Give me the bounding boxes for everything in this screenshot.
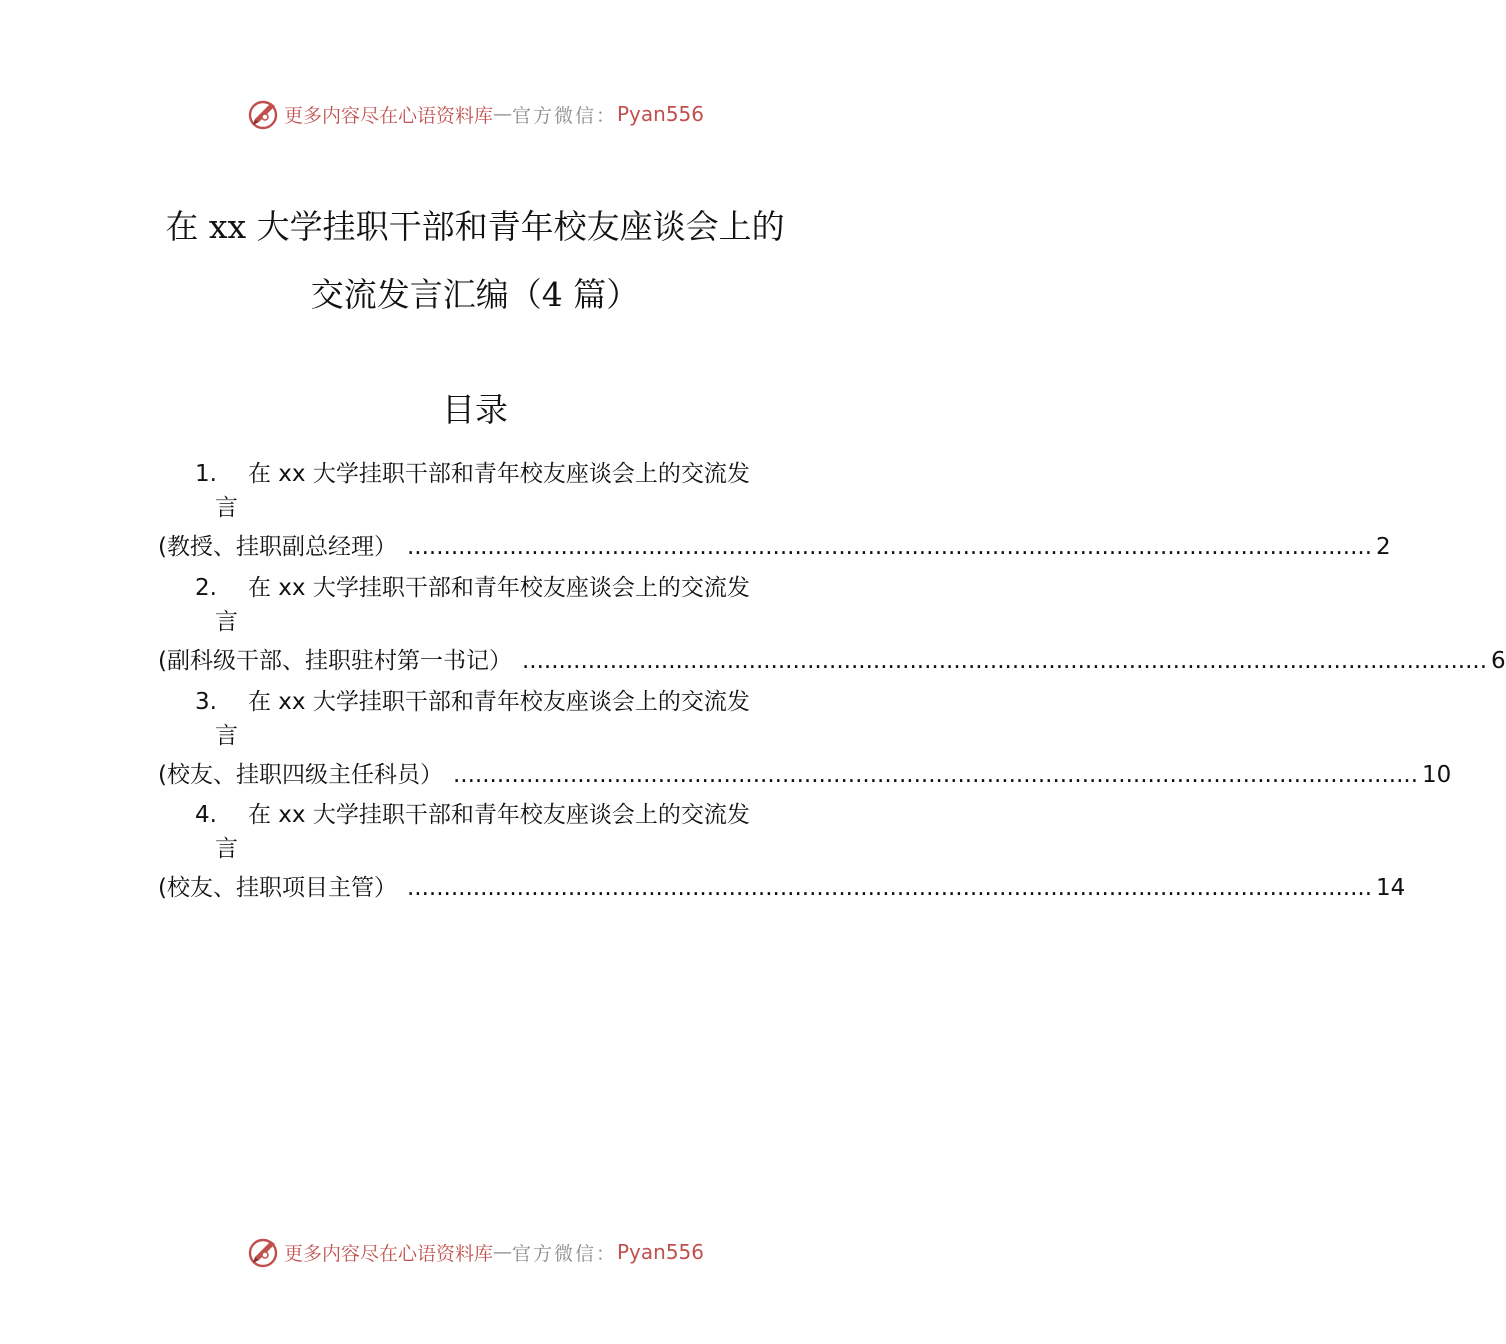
document-title-line-1: 在 xx 大学挂职干部和青年校友座谈会上的 (165, 207, 785, 246)
toc-entry-page: 10 (1422, 762, 1452, 788)
watermark-wechat-id: Pyan556 (617, 102, 705, 126)
watermark-wechat-id: Pyan556 (617, 1240, 705, 1264)
toc-dot-leader: .................................................................................................................................... (452, 762, 1419, 788)
toc-dot-leader: .................................................................................................................................... (521, 648, 1488, 674)
toc-entry-subtitle-row (158, 758, 1452, 792)
toc-entry-title: 在 xx 大学挂职干部和青年校友座谈会上的交流发 (248, 689, 750, 715)
footer-watermark (0, 1232, 950, 1272)
toc-entry-number: 1. (195, 461, 217, 487)
watermark-wechat-label: 官方微信： (511, 1242, 617, 1265)
toc-entry-title-continued: 言 (215, 836, 238, 862)
toc-entry-number: 2. (195, 575, 217, 601)
watermark-text: 更多内容尽在心语资料库 (283, 104, 493, 127)
pen-logo-icon (246, 97, 280, 131)
toc-dot-leader: .................................................................................................................................... (406, 875, 1373, 901)
pen-logo-icon (246, 1235, 280, 1269)
toc-entry-title-continued: 言 (215, 495, 238, 521)
toc-entry-page: 6 (1491, 648, 1506, 674)
toc-entry-title: 在 xx 大学挂职干部和青年校友座谈会上的交流发 (248, 575, 750, 601)
toc-entry-title: 在 xx 大学挂职干部和青年校友座谈会上的交流发 (248, 802, 750, 828)
toc-entry-number: 3. (195, 689, 217, 715)
toc-entry-subtitle-row (158, 871, 1406, 905)
watermark-separator: — (492, 103, 512, 125)
watermark-wechat-label: 官方微信： (511, 104, 617, 127)
watermark-text: 更多内容尽在心语资料库 (283, 1242, 493, 1265)
toc-heading: 目录 (442, 390, 508, 429)
toc-entry-subtitle-row (158, 530, 1391, 564)
watermark-separator: — (492, 1241, 512, 1263)
toc-entry-page: 2 (1376, 534, 1391, 560)
document-title-line-2: 交流发言汇编（4 篇） (310, 275, 640, 314)
toc-entry-number: 4. (195, 802, 217, 828)
toc-entry-title: 在 xx 大学挂职干部和青年校友座谈会上的交流发 (248, 461, 750, 487)
toc-entry-subtitle: (副科级干部、挂职驻村第一书记） (158, 648, 512, 674)
toc-entry-title-continued: 言 (215, 723, 238, 749)
toc-entry-subtitle-row (158, 644, 1506, 678)
toc-entry-page: 14 (1376, 875, 1406, 901)
toc-entry-subtitle: (校友、挂职四级主任科员） (158, 762, 443, 788)
toc-entry-subtitle: (校友、挂职项目主管） (158, 875, 397, 901)
toc-dot-leader: .................................................................................................................................... (406, 534, 1373, 560)
toc-entry-title-continued: 言 (215, 609, 238, 635)
header-watermark (0, 94, 950, 134)
toc-entry-subtitle: (教授、挂职副总经理） (158, 534, 397, 560)
